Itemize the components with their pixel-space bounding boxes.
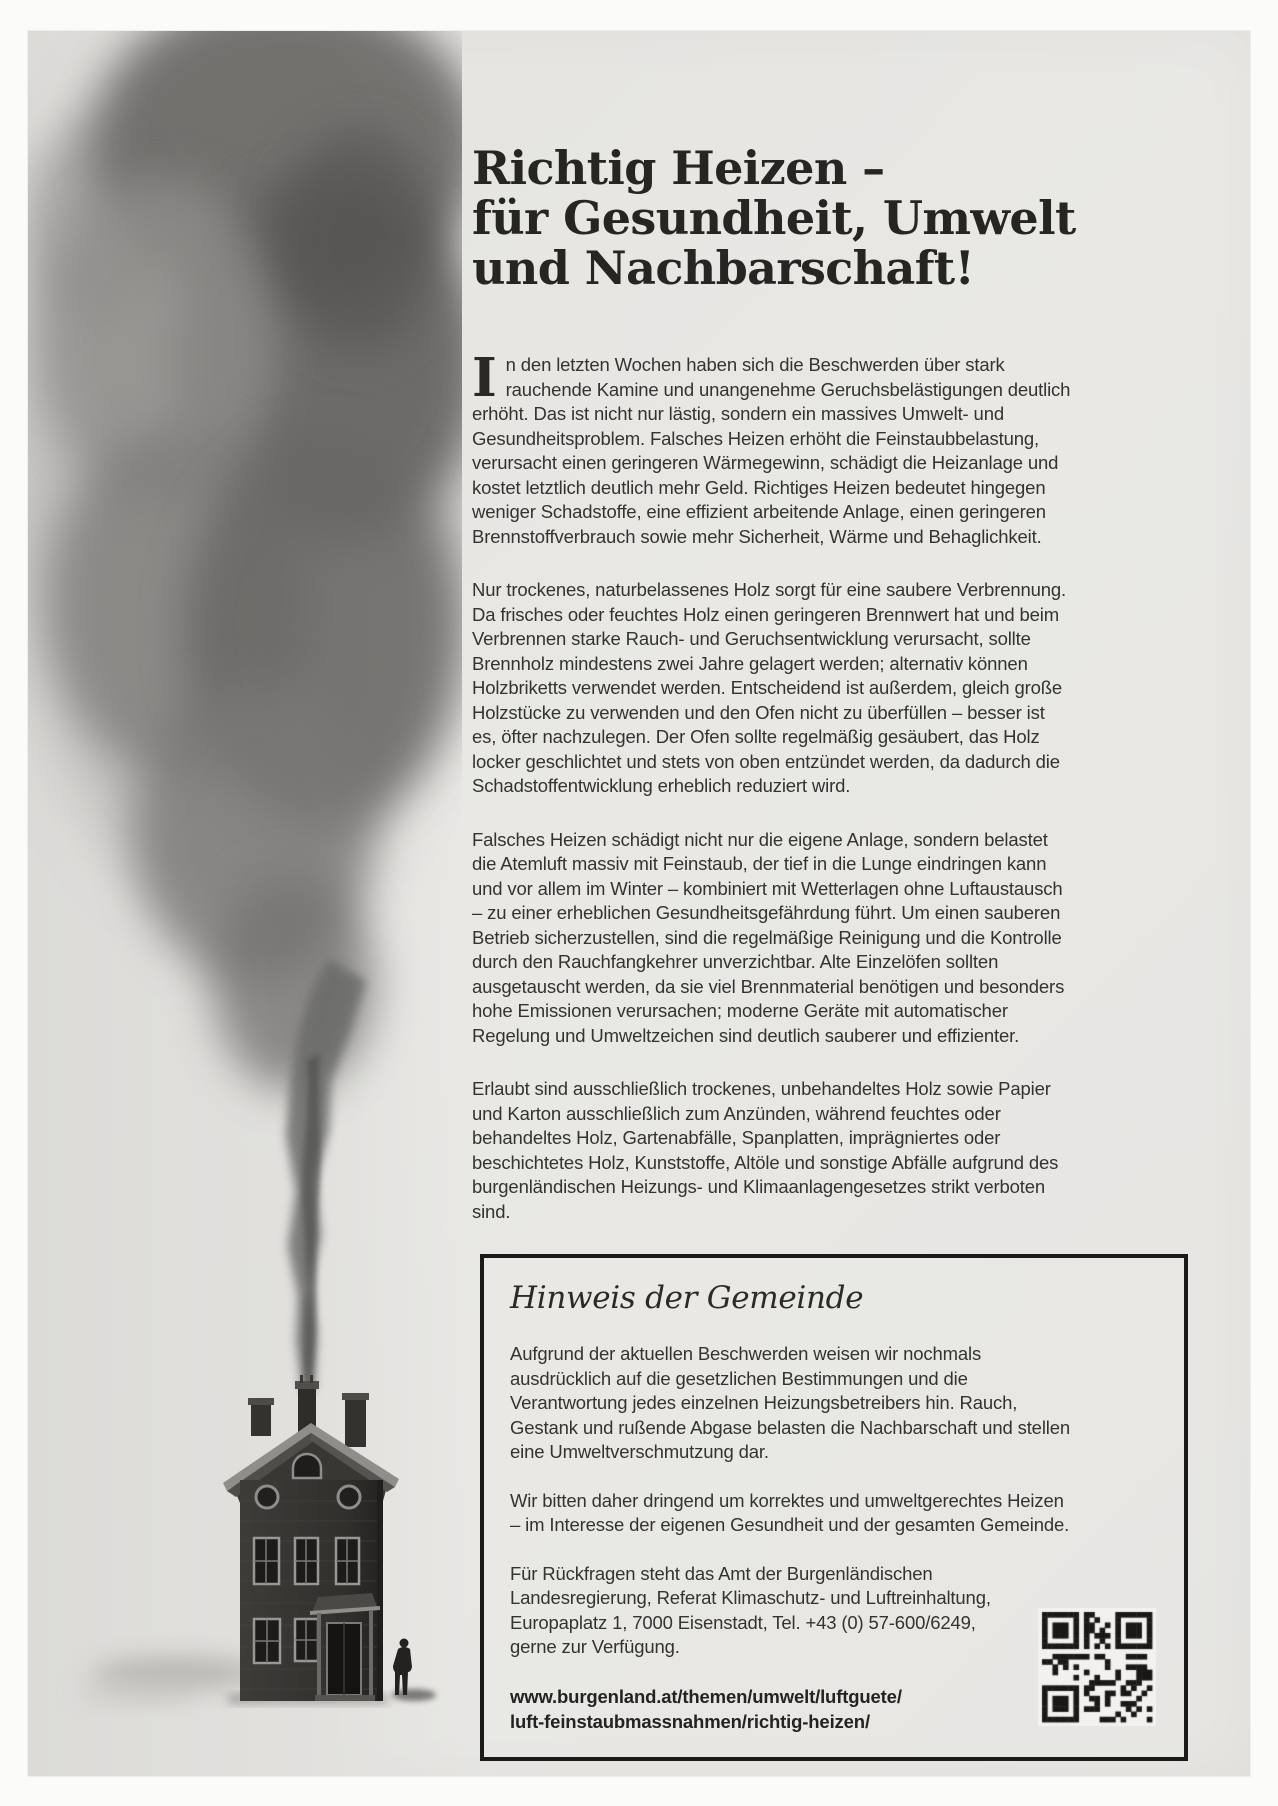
paper-sheet — [28, 31, 1250, 1776]
text-column — [472, 31, 1202, 1761]
paragraph-wood-quality: Nur trockenes, naturbelassenes Holz sorgt für eine saubere Verbrennung. Da frisches oder feuchtes Holz einen geringeren Brennwert hat und beim Verbrennen starke Rauch- und Geruchsentwicklung verursacht, sollte Brennholz mindestens zwei Jahre gelagert werden; alternativ können Holzbriketts verwendet werden. Entscheidend ist außerdem, gleich große Holzstücke zu verwenden und den Ofen nicht zu überfüllen – besser ist es, öfter nachzulegen. Der Ofen sollte regelmäßig gesäubert, das Holz locker geschlichtet und stets von oben entzündet werden, da dadurch die Schadstoffentwicklung erheblich reduziert wird. — [472, 579, 1067, 796]
qr-code-wrap — [1038, 1608, 1158, 1728]
porch — [310, 1593, 380, 1701]
notice-paragraph-appeal: Wir bitten daher dringend um korrektes und umweltgerechtes Heizen – im Interesse der eigenen Gesundheit und der gesamten Gemeinde. — [510, 1489, 1070, 1535]
notice-heading: Hinweis der Gemeinde — [510, 1280, 864, 1316]
smoke-cloud — [28, 31, 462, 1091]
arched-attic-window — [293, 1454, 321, 1478]
smoke-photo — [28, 31, 462, 1776]
page-title — [472, 143, 1092, 293]
intro-paragraph — [472, 347, 1072, 549]
title-line: und Nachbarschaft! — [472, 241, 975, 295]
title-line: Richtig Heizen – — [472, 141, 885, 195]
notice-box — [480, 1254, 1188, 1761]
title-line: für Gesundheit, Umwelt — [472, 191, 1076, 245]
drop-cap: I — [472, 347, 497, 409]
paragraph-allowed-fuels: Erlaubt sind ausschließlich trockenes, unbehandeltes Holz sowie Papier und Karton ausschließlich zum Anzünden, während feuchtes oder behandeltes Holz, Gartenabfälle, Spanplatten, imprägniertes oder beschichtetes Holz, Kunststoffe, Altöle und sonstige Abfälle aufgrund des burgenländischen Heizungs- und Klimaanlagengesetzes strikt verboten sind. — [472, 1078, 1059, 1222]
round-window-left — [256, 1486, 278, 1508]
website-url — [510, 1684, 1076, 1735]
model-house — [223, 1375, 412, 1701]
paragraph-health-risks: Falsches Heizen schädigt nicht nur die eigene Anlage, sondern belastet die Atemluft massiv mit Feinstaub, der tief in die Lunge eindringen kann und vor allem im Winter – kombiniert mit Wetterlagen ohne Luftaustausch – zu einer erheblichen Gesundheitsgefährdung führt. Um einen sauberen Betrieb sicherzustellen, sind die regelmäßige Reinigung und die Kontrolle durch den Rauchfangkehrer unverzichtbar. Alte Einzelöfen sollten ausgetauscht werden, da sie viel Brennmaterial benötigen und besonders hohe Emissionen verursachen; moderne Geräte mit automatischer Regelung und Umweltzeichen sind deutlich sauberer und effizienter. — [472, 828, 1065, 1046]
round-window-right — [338, 1486, 360, 1508]
left-chimney — [251, 1402, 271, 1436]
right-chimney — [345, 1397, 366, 1447]
smoke-illustration — [28, 31, 462, 1776]
url-line: luft-feinstaubmassnahmen/richtig-heizen/ — [510, 1711, 870, 1732]
url-line: www.burgenland.at/themen/umwelt/luftguete/ — [510, 1685, 902, 1707]
notice-bottom — [510, 1562, 1158, 1735]
notice-paragraph-contact: Für Rückfragen steht das Amt der Burgenländischen Landesregierung, Referat Klimaschutz- und Luftreinhaltung, Europaplatz 1, 7000 Eisenstadt, Tel. +43 (0) 57-600/6249, gerne zur Verfügung. — [510, 1562, 991, 1657]
notice-paragraph-complaints: Aufgrund der aktuellen Beschwerden weisen wir nochmals ausdrücklich auf die gesetzlichen Bestimmungen und die Verantwortung jedes einzelnen Heizungsbetreibers hin. Rauch, Gestank und rußende Abgase belasten die Nachbarschaft und stellen eine Umweltverschmutzung dar. — [510, 1343, 1071, 1462]
intro-text: n den letzten Wochen haben sich die Beschwerden über stark rauchende Kamine und unangenehme Geruchsbelästigungen deutlich erhöht. Das ist nicht nur lästig, sondern ein massives Umwelt- und Gesundheitsproblem. Falsches Heizen erhöht die Feinstaubbelastung, verursacht einen geringeren Wärmegewinn, schädigt die Heizanlage und kostet letztlich deutlich mehr Geld. Richtiges Heizen bedeutet hingegen weniger Schadstoffe, eine effizient arbeitende Anlage, einen geringeren Brennstoffverbrauch sowie mehr Sicherheit, Wärme und Behaglichkeit. — [472, 354, 1071, 547]
tiny-person — [393, 1639, 412, 1696]
qr-code — [1038, 1608, 1156, 1726]
